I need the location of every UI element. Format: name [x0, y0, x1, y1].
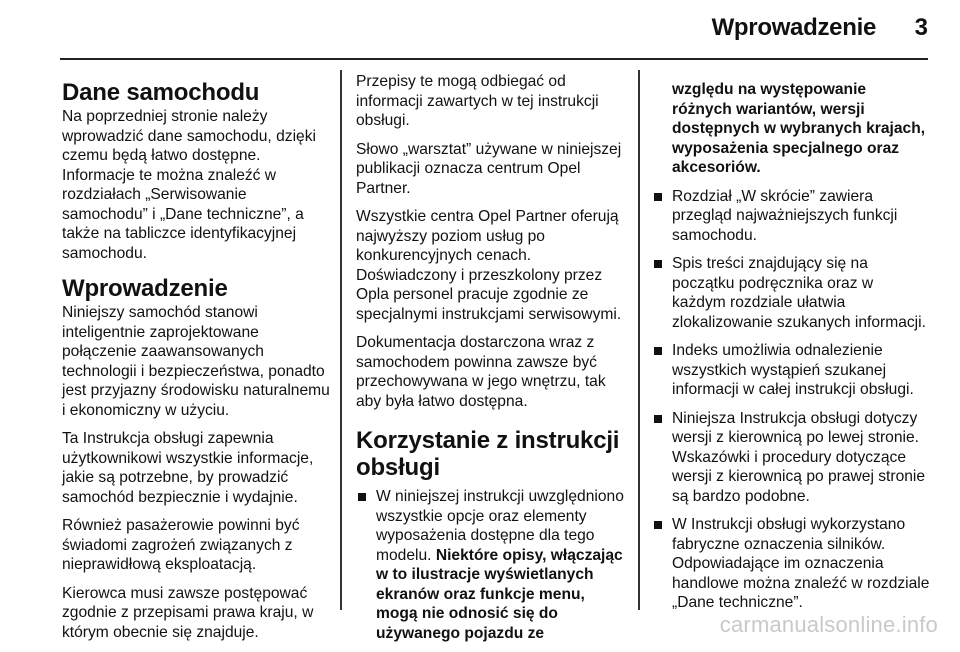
list-item-bold-text: Niektóre opisy, włączając w to ilustracje wyświetlanych ekranów oraz funkcje menu, mogą nie odnosić się do używanego pojazdu ze	[376, 546, 623, 642]
page-number: 3	[914, 14, 928, 41]
paragraph: Słowo „warsztat” używane w niniejszej publikacji oznacza centrum Opel Partner.	[356, 140, 622, 197]
column-divider	[340, 70, 342, 610]
paragraph: Ta Instrukcja obsługi zapewnia użytkownikowi wszystkie informacje, jakie są potrzebne, by prowadzić samochód bezpiecznie i wydajnie.	[62, 430, 314, 506]
list-item: W Instrukcji obsługi wykorzystano fabryczne oznaczenia silników. Odpowiadające im oznaczenia handlowe można znaleźć w rozdziale „Dane techniczne”.	[652, 515, 930, 613]
list-item: Spis treści znajdujący się na początku podręcznika oraz w każdym rozdziale ułatwia zlokalizowanie szukanych informacji.	[652, 254, 930, 332]
paragraph: Kierowca musi zawsze postępować zgodnie z przepisami prawa kraju, w którym obecnie się znajduje.	[62, 584, 314, 641]
column-2	[356, 72, 628, 652]
paragraph: Przepisy te mogą odbiegać od informacji zawartych w tej instrukcji obsługi.	[356, 73, 599, 129]
paragraph: Również pasażerowie powinni być świadomi zagrożeń związanych z nieprawidłową eksploatacją.	[62, 517, 300, 573]
header-rule	[60, 58, 928, 60]
column-3	[652, 80, 930, 622]
list-item: Indeks umożliwia odnalezienie wszystkich wystąpień szukanej informacji w całej instrukcji obsługi.	[652, 341, 930, 400]
bullet-list	[652, 187, 930, 613]
paragraph: Dokumentacja dostarczona wraz z samochodem powinna zawsze być przechowywana w jego wnętrzu, tak aby była łatwo dostępna.	[356, 334, 606, 410]
paragraph: Niniejszy samochód stanowi inteligentnie zaprojektowane połączenie zaawansowanych technologii i bezpieczeństwa, ponadto jest przyjazny środowisku naturalnemu i ekonomiczny w użyciu.	[62, 304, 330, 419]
header-title: Wprowadzenie	[711, 14, 876, 41]
bullet-list	[356, 487, 628, 643]
paragraph: Na poprzedniej stronie należy wprowadzić dane samochodu, dzięki czemu będą łatwo dostępne. Informacje te można znaleźć w rozdziałach „Serwisowanie samochodu” i „Dane techniczne”, a także na tabliczce identyfikacyjnej samochodu.	[62, 108, 316, 262]
list-item	[356, 487, 628, 643]
heading-korzystanie: Korzystanie z instrukcji obsługi	[356, 427, 620, 481]
page-header	[60, 14, 928, 50]
column-1	[62, 79, 334, 651]
watermark: carmanualsonline.info	[719, 612, 938, 637]
list-item: Rozdział „W skrócie” zawiera przegląd najważniejszych funkcji samochodu.	[652, 187, 930, 246]
paragraph: Wszystkie centra Opel Partner oferują najwyższy poziom usług po konkurencyjnych cenach. Doświadczony i przeszkolony przez Opla personel pracuje zgodnie ze specjalnymi instrukcjami serwisowymi.	[356, 208, 622, 323]
bold-continuation: względu na występowanie różnych wariantów, wersji dostępnych w wybranych krajach, wyposażenia specjalnego oraz akcesoriów.	[672, 81, 926, 176]
heading-wprowadzenie: Wprowadzenie	[62, 275, 228, 302]
column-divider	[638, 70, 640, 610]
heading-dane-samochodu: Dane samochodu	[62, 79, 260, 106]
list-item-text: W niniejszej instrukcji uwzględniono wszystkie opcje oraz elementy wyposażenia dostępne dla tego modelu.	[376, 488, 624, 564]
list-item: Niniejsza Instrukcja obsługi dotyczy wersji z kierownicą po lewej stronie. Wskazówki i procedury dotyczące wersji z kierownicą po prawej stronie są bardzo podobne.	[652, 409, 930, 507]
